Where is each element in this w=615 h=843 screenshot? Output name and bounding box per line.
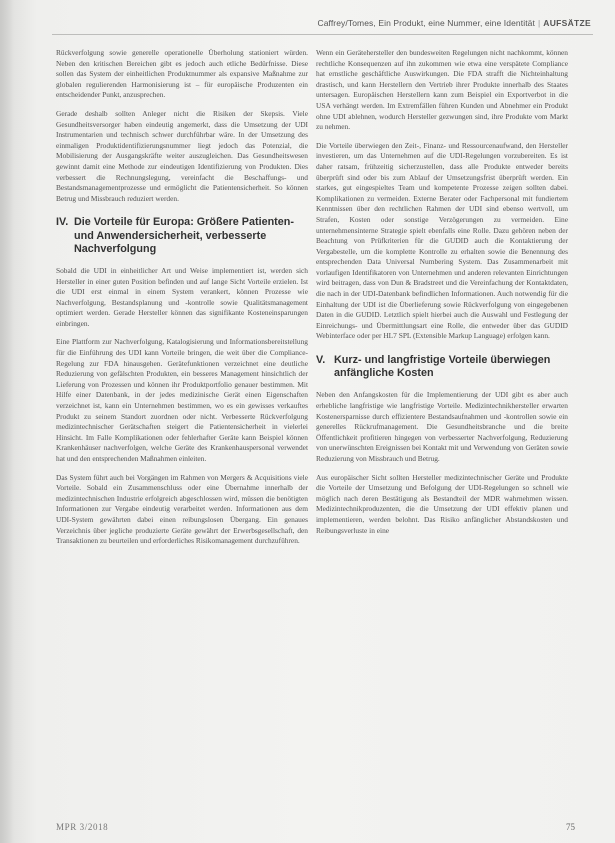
page-number: 75 — [566, 822, 575, 832]
right-paragraph-1: Wenn ein Gerätehersteller den bundesweiten Regelungen nicht nachkommt, können rechtliche Konsequenzen auf ihn zukommen wie etwa eine verspätete Compliance hat ernstliche geschäftliche Auswirkungen. Die FDA strafft die Nichteinhaltung drastisch, und kann Herstellern den Vertrieb ihrer Produkte innerhalb des Staates untersagen. Europäischen Herstellern kann zum Beispiel ein Exportverbot in die USA verhängt werden. Im Extremfällen führen Kunden und Abnehmer ein Produkt ohne UDI ablehnen, wodurch Hersteller gezwungen sind, ihre Produkte vom Markt zu nehmen. — [316, 48, 568, 132]
left-paragraph-4: Eine Plattform zur Nachverfolgung, Katalogisierung und Informationsbereitstellung für die Einführung des UDI kann Vorteile bringen, die weit über die Compliance-Regelung zur FDA hinausgehen. Gerätefunktionen verzeichnet eine deutliche Reduzierung von gefälschten Produkten, ein besseres Management hinsichtlich der Lieferung von Prozessen und können ihr Produktportfolio genauer bestimmen. Mit Hilfe einer Datenbank, in der jedes medizinische Gerät einen Eigenschaften verzeichnet ist, kann ein Unternehmen bestimmen, wo es ein gewisses verkauftes Produkt zu seinem Standort zuordnen oder nicht. Verbesserte Rückverfolgung medizintechnischer Gerätschaften steigert die Patientensicherheit in vielerlei Hinsicht. Im Falle Komplikationen oder fehlerhafter Geräte kann Beispiel können Krankenhäuser nachverfolgen, welche Geräte des Krankenhauspersonal verwendet hat und den entsprechenden Maßnahmen einleiten. — [56, 337, 308, 464]
left-paragraph-5: Das System führt auch bei Vorgängen im Rahmen von Mergers & Acquisitions viele Vorteile. Sobald ein Zusammenschluss oder eine Übernahme innerhalb der medizintechnischen Industrie erfolgreich abgeschlossen wird, müssen die benötigten Informationen zur Vergabe eindeutig verarbeitet werden. Informationen aus dem UDI-System gewährten dabei einen reibungslosen Übergang. Ein genaues Verzeichnis über jegliche produzierte Geräte gewährt der Erwerbsgesellschaft, den Transaktionen zu beurteilen und erforderliches Risikomanagement durchzuführen. — [56, 472, 308, 546]
heading-text: Kurz- und langfristige Vorteile überwiegen anfängliche Kosten — [334, 354, 551, 380]
right-paragraph-3: Neben den Anfangskosten für die Implementierung der UDI gibt es aber auch erhebliche langfristige wie langfristige Vorteile. Medizintechnikhersteller erwarten Kostenersparnisse durch effizientere Bestandsaufnahmen und -kontrollen sowie ein generelles Rückrufmanagement. Die Gesundheitsbranche und die breite Öffentlichkeit profitieren hingegen von verbesserter Nachverfolgung, Reduzierung von unerwünschten Ereignissen bei Kontakt mit und Verwendung von Geräten sowie Reduzierung von Missbrauch und Betrug. — [316, 390, 568, 463]
left-paragraph-2: Gerade deshalb sollten Anleger nicht die Risiken der Skepsis. Viele Gesundheitsversorger haben eindeutig angemerkt, dass die Umsetzung der UDI Instrumentarien und technisch schwer durchführbar wäre. In der Umsetzung des einmaligen Produktidentifizierungsnummer liegt jedoch das Potenzial, die Mobilisierung der Ausgangskräfte weiter auszugleichen. Das Gesundheitswesen gewinnt damit eine Methode zur eindeutigen Identifizierung von Produkten. Dies verbessert die Rechnungslegung, vereinfacht die Beschaffungs- und Bestandsmanagementprozesse und ermöglicht die Patientensicherheit. So können Betrug und Missbrauch reduziert werden. — [56, 108, 308, 203]
right-paragraph-2: Die Vorteile überwiegen den Zeit-, Finanz- und Ressourcenaufwand, den Hersteller investieren, um das Unternehmen auf die UDI-Regelungen vorzubereiten. Es ist daher ratsam, frühzeitig sicherzustellen, dass alle Produkte entweder bereits überprüft sind oder bis zum Ablauf der Umsetzungsfrist überprüft werden. Ein starkes, gut eingespieltes Team und kompetente Prozesse zeigen sollten dabei. Komplikationen zu vermeiden. Externe Berater oder Fachpersonal mit fundiertem Kenntnissen über den rechtlichen Rahmen der UDI sind ebenso wertvoll, um Strafen, Kosten oder sonstige Verzögerungen zu vermeiden. Eine unternehmensinterne Strategie spielt ebenfalls eine Rolle. Dazu gehören neben der Beachtung von Prüfkriterien für die GUDID auch die Kontaktierung der Vergabestelle, um die komplette Kontrolle zu erhalten sowie die Benennung des entsprechenden Data Universal Numbering System. Das Zusammenarbeit mit vorlaufigen Identifikatoren von Unternehmen und anderen relevanten Einrichtungen wird beitragen, dass von Dun & Bradstreet und die Vereinfachung der Kontaktdaten, die nach in der UDI-Datenbank befindlichen Informationen. Auch notwendig für die Einhaltung der UDI ist die Überlieferung sowie Rückverfolgung von eingegebenen Daten in die GUDID. Letztlich spielt hierbei auch die Auswahl und Festlegung der Einreichungs- und Übermittlungsart eine Rolle, die entweder über das GUDID Webinterface oder per HL7 SPL (Extensible Markup Language) erfolgen kann. — [316, 140, 568, 341]
section-label: AUFSÄTZE — [543, 18, 591, 28]
section-heading-iv — [56, 216, 308, 256]
heading-number: IV. — [56, 216, 69, 229]
right-column — [316, 48, 568, 544]
right-paragraph-4: Aus europäischer Sicht sollten Hersteller medizintechnischer Geräte und Produkte die Vorteile der Umsetzung und Befolgung der UDI-Regelungen so schnell wie möglich nach deren Bestätigung als Bestandteil der MDR wahrnehmen wissen. Medizintechnikproduzenten, die die Umsetzung der UDI effektiv planen und implementieren, werden belohnt. Das Risiko anfänglicher Abstandskosten und Reibungsverluste in eine — [316, 472, 568, 535]
left-paragraph-1: Rückverfolgung sowie generelle operationelle Überholung stationiert würden. Neben den kritischen Bereichen gibt es jedoch auch etliche Bedürfnisse. Diese sollen das System der einheitlichen Produktnummer als expansive Maßnahme zur globalen regulierenden Harmonisierung ist – für europäische Produzenten ein entscheidender Punkt, anzusprechen. — [56, 48, 308, 100]
running-header — [317, 18, 591, 28]
header-rule — [52, 34, 593, 35]
left-paragraph-3: Sobald die UDI in einheitlicher Art und Weise implementiert ist, werden sich Hersteller in einer guten Position befinden und auf lange Sicht Vorteile erzielen. Ist die UDI erst einmal in einem System verankert, können Prozesse wie Nachverfolgung, Bestandsplanung und -kontrolle sowie Qualitätsmanagement optimiert werden. Gerade Hersteller können das signifikante Kosteneinsparungen einbringen. — [56, 265, 308, 328]
page-spine-shadow — [0, 0, 14, 843]
left-column — [56, 48, 308, 555]
heading-number: V. — [316, 354, 326, 367]
journal-footer: MPR 3/2018 — [56, 822, 109, 832]
heading-text: Die Vorteile für Europa: Größere Patienten- und Anwendersicherheit, verbesserte Nachverfolgung — [74, 216, 294, 255]
header-separator: | — [537, 18, 541, 28]
section-heading-v — [316, 354, 568, 380]
running-title: Caffrey/Tomes, Ein Produkt, eine Nummer, eine Identität — [317, 18, 535, 28]
